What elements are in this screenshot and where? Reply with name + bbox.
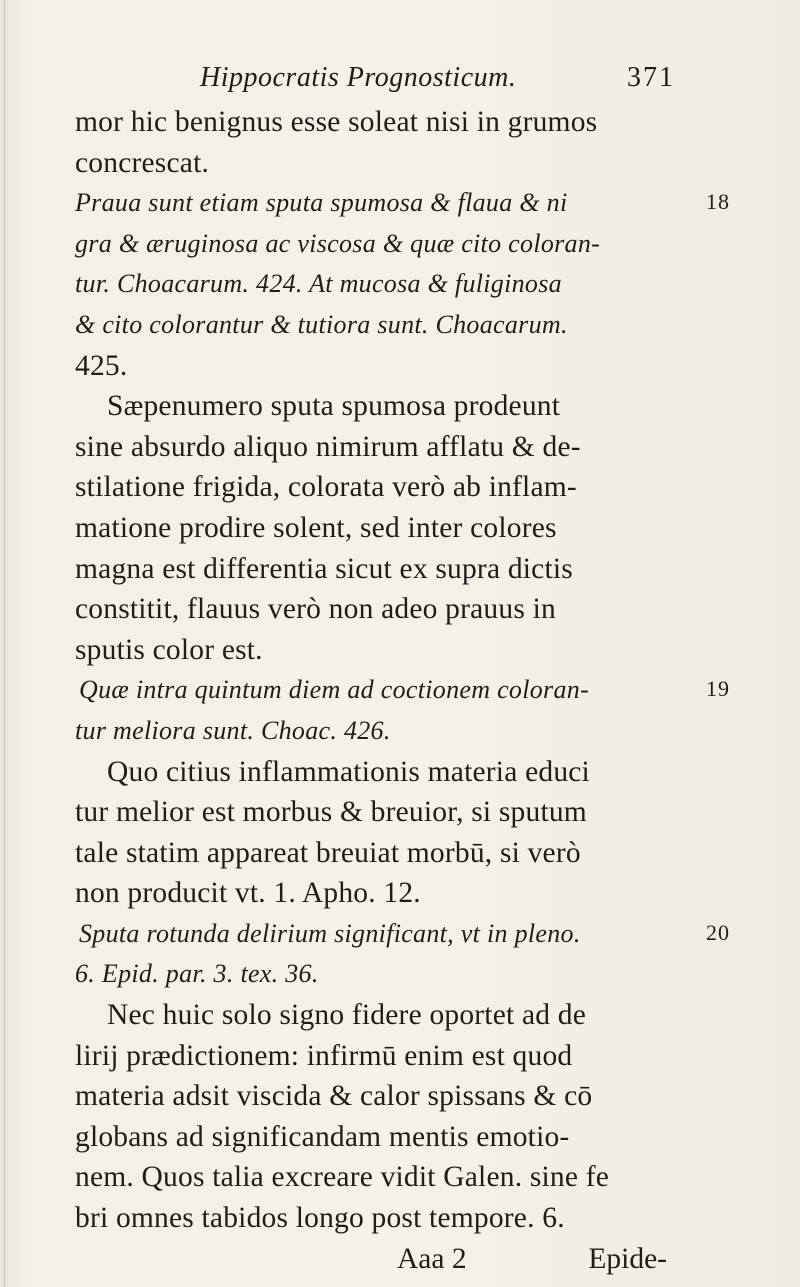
text-line: tale statim appareat breuiat morbū, si verò	[75, 836, 581, 869]
text-line: Sæpenumero sputa spumosa prodeunt	[107, 390, 561, 423]
text-line: nem. Quos talia excreare vidit Galen. sine fe	[75, 1161, 610, 1194]
text-line: & cito colorantur & tutiora sunt. Choacarum.	[75, 309, 568, 339]
text-line: Quæ intra quintum diem ad coctionem coloran-	[79, 675, 590, 705]
text-line: globans ad significandam mentis emotio-	[75, 1120, 570, 1153]
text-line: non producit vt. 1. Apho. 12.	[75, 877, 421, 910]
margin-number: 18	[706, 189, 730, 215]
text-line: tur melior est morbus & breuior, si sputum	[75, 796, 587, 829]
running-title: Hippocratis Prognosticum.	[200, 62, 517, 93]
text-line: stilatione frigida, colorata verò ab inflam-	[75, 471, 577, 504]
margin-number: 19	[706, 676, 730, 702]
running-head	[75, 62, 675, 102]
text-line: constitit, flauus verò non adeo prauus in	[75, 593, 556, 626]
text-line: Quo citius inflammationis materia educi	[107, 755, 590, 788]
page-number: 371	[627, 62, 675, 93]
text-line: 6. Epid. par. 3. tex. 36.	[75, 959, 319, 989]
text-line: matione prodire solent, sed inter colores	[75, 511, 557, 544]
text-line: bri omnes tabidos longo post tempore. 6.	[75, 1202, 565, 1235]
text-line: mor hic benignus esse soleat nisi in grumos	[75, 106, 598, 138]
text-line: Sputa rotunda delirium significant, vt in pleno.	[79, 918, 581, 948]
text-line: Nec huic solo signo fidere oportet ad de	[107, 999, 587, 1032]
text-line: Praua sunt etiam sputa spumosa & flaua & ni	[75, 188, 568, 218]
signature-mark: Aaa 2	[397, 1243, 467, 1275]
text-line: gra & æruginosa ac viscosa & quæ cito coloran-	[75, 228, 601, 258]
text-line: tur meliora sunt. Choac. 426.	[75, 715, 391, 745]
text-line: sputis color est.	[75, 633, 263, 666]
text-block	[75, 102, 675, 1239]
catchword: Epide-	[588, 1243, 667, 1275]
page-gutter-edge	[4, 0, 5, 1287]
text-line: materia adsit viscida & calor spissans & cō	[75, 1080, 593, 1113]
text-line: magna est differentia sicut ex supra dictis	[75, 552, 573, 585]
text-line: tur. Choacarum. 424. At mucosa & fuliginosa	[75, 269, 562, 299]
text-line: 425.	[75, 349, 128, 382]
text-line: concrescat.	[75, 146, 210, 179]
text-line: sine absurdo aliquo nimirum afflatu & de-	[75, 430, 581, 463]
text-line: lirij prædictionem: infirmū enim est quod	[75, 1039, 573, 1072]
catchline	[75, 1243, 675, 1283]
margin-number: 20	[706, 920, 730, 945]
